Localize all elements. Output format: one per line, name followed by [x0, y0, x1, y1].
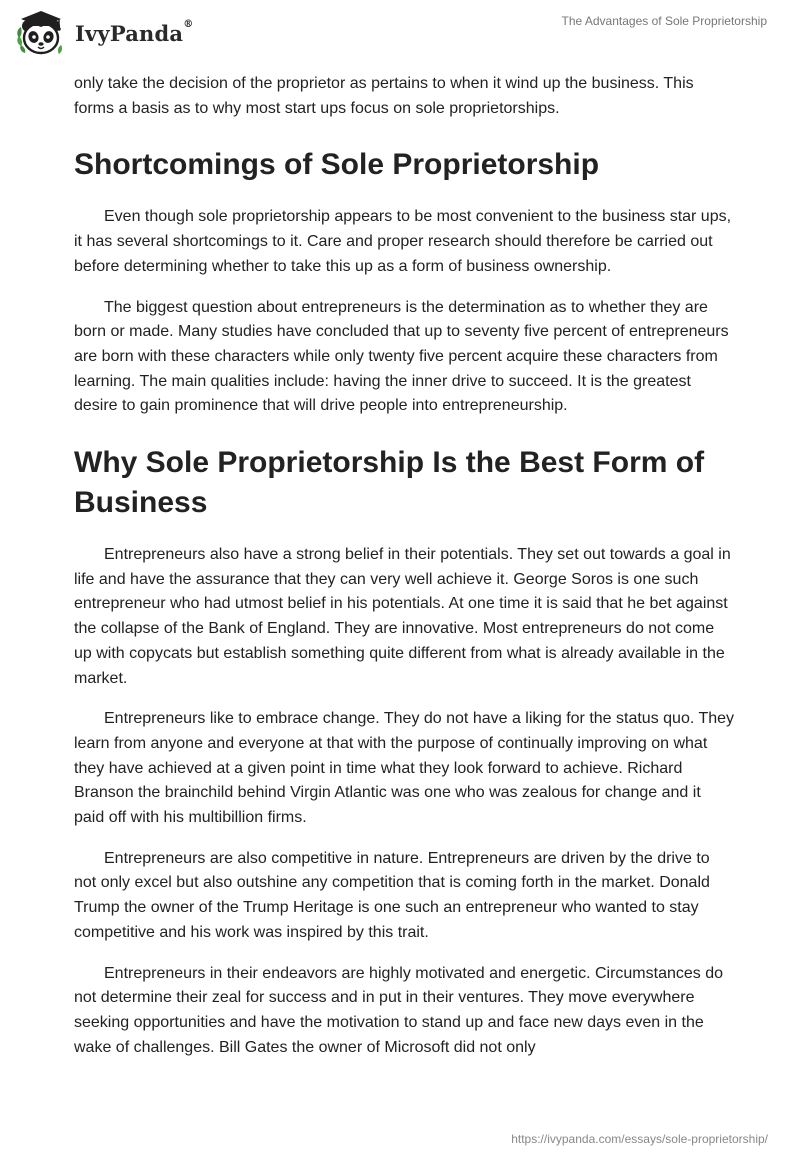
- paragraph: The biggest question about entrepreneurs is the determination as to whether they are born or made. Many studies have concluded that up to seventy five percent of entrepreneurs are born with these characters while only twenty five percent acquire these characters from learning. The main qualities include: having the inner drive to succeed. It is the greatest desire to gain prominence that will drive people into entrepreneurship.: [74, 298, 729, 415]
- document-title: The Advantages of Sole Proprietorship: [561, 14, 767, 28]
- intro-paragraph: only take the decision of the proprietor as pertains to when it wind up the business. This forms a basis as to why most start ups focus on sole proprietorships.: [74, 75, 694, 117]
- brand-name: IvyPanda®: [75, 18, 194, 46]
- source-url[interactable]: https://ivypanda.com/essays/sole-proprietorship/: [511, 1132, 768, 1146]
- ivypanda-logo[interactable]: [15, 8, 193, 58]
- section-heading-why-best: Why Sole Proprietorship Is the Best Form of Business: [74, 446, 705, 520]
- paragraph: Entrepreneurs also have a strong belief in their potentials. They set out towards a goal in life and have the assurance that they can very well achieve it. George Soros is one such entrepreneur who had utmost belief in his potentials. At one time it is said that he bet against the collapse of the Bank of England. They are innovative. Most entrepreneurs do not come up with copycats but establish something quite different from what is already available in the market.: [74, 546, 731, 687]
- paragraph: Even though sole proprietorship appears to be most convenient to the business star ups, it has several shortcomings to it. Care and proper research should therefore be carried out before determining whether to take this up as a form of business ownership.: [74, 208, 732, 275]
- paragraph: Entrepreneurs in their endeavors are highly motivated and energetic. Circumstances do not determine their zeal for success and in put in their ventures. They move everywhere seeking opportunities and have the motivation to stand up and face new days even in the wake of challenges. Bill Gates the owner of Microsoft did not only: [74, 964, 723, 1056]
- registered-mark: ®: [183, 18, 194, 30]
- section-heading-shortcomings: Shortcomings of Sole Proprietorship: [74, 148, 600, 182]
- paragraph: Entrepreneurs like to embrace change. They do not have a liking for the status quo. They learn from anyone and everyone at that with the purpose of continually improving on what they have achieved at a given point in time what they look forward to achieve. Richard Branson the brainchild behind Virgin Atlantic was one who was zealous for change and it paid off with his multibillion firms.: [74, 710, 735, 827]
- essay-body: [74, 72, 734, 1076]
- paragraph: Entrepreneurs are also competitive in nature. Entrepreneurs are driven by the drive to not only excel but also outshine any competition that is coming forth in the market. Donald Trump the owner of the Trump Heritage is one such an entrepreneur who wanted to stay competitive and his work was inspired by this trait.: [74, 849, 710, 941]
- page-header: [0, 0, 800, 70]
- panda-graduate-icon: [15, 8, 67, 58]
